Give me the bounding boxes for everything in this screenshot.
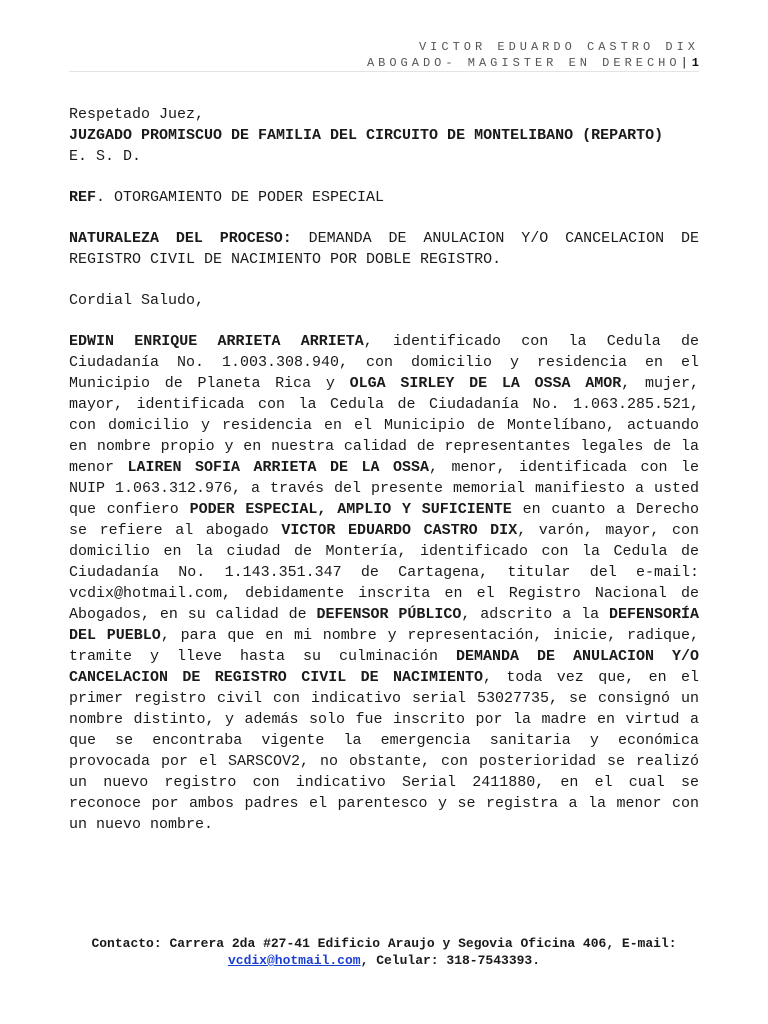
text-run: , adscrito a la [461,606,609,623]
bold-run: PODER ESPECIAL, AMPLIO Y SUFICIENTE [189,501,512,518]
bold-run: EDWIN ENRIQUE ARRIETA ARRIETA [69,333,364,350]
reference-label: REF [69,189,97,206]
process-nature [69,228,699,270]
footer-contact-suffix: , Celular: 318-7543393. [360,953,541,968]
process-nature-text: DEMANDA DE ANULACION Y/O CANCELACION DE REGISTRO CIVIL DE NACIMIENTO POR DOBLE REGISTRO. [69,230,699,268]
letterhead-separator: | [680,56,688,70]
letterhead [367,40,699,72]
footer-contact-prefix: Contacto: Carrera 2da #27-41 Edificio Araujo y Segovia Oficina 406, E-mail: [91,936,677,951]
text-run: , menor, identificada con le NUIP 1.063.312.976, a través del presente memorial manifiesto a usted que confiero [69,459,699,518]
salutation: Cordial Saludo, [69,292,205,309]
text-run: , toda vez que, en el primer registro civil con indicativo serial 53027735, se consignó un nombre distinto, y además solo fue inscrito por la madre en virtud a que se encontraba vigente la emergencia sanitaria y económica provocada por el SARSCOV2, no obstante, con posterioridad se realizó un nuevo registro con indicativo Serial 2411880, en el cual se reconoce por ambos padres el parentesco y se registra a la menor con un nuevo nombre. [69,669,699,833]
spacer [69,167,699,187]
bold-run: LAIREN SOFIA ARRIETA DE LA OSSA [127,459,429,476]
court-name [69,125,699,146]
bold-run: DEFENSORÍA DEL PUEBLO [69,606,699,644]
spacer [69,311,699,331]
spacer [69,208,699,228]
text-run: en cuanto a Derecho se refiere al abogado [69,501,699,539]
process-nature-label: NATURALEZA DEL PROCESO: [69,230,292,247]
spacer [69,270,699,290]
bold-run: OLGA SIRLEY DE LA OSSA AMOR [349,375,622,392]
bold-run: DEFENSOR PÚBLICO [316,606,462,623]
page-number: 1 [691,56,699,70]
text-run: , identificado con la Cedula de Ciudadanía No. 1.003.308.940, con domicilio y residencia en el Municipio de Planeta Rica y [69,333,700,392]
bold-run: DEMANDA DE ANULACION Y/O CANCELACION DE REGISTRO CIVIL DE NACIMIENTO [69,648,699,686]
letter-body [69,104,699,835]
footer-email-link[interactable]: vcdix@hotmail.com [227,953,361,968]
text-run: , varón, mayor, con domicilio en la ciudad de Montería, identificado con la Cedula de Ciudadanía No. 1.143.351.347 de Cartagena, titular del e-mail: vcdix@hotmail.com, debidamente inscrita en el Registro Nacional de Abogados, en su calidad de [69,522,699,623]
letterhead-title-line [367,56,699,72]
reference-line [69,187,699,208]
letterhead-name: VICTOR EDUARDO CASTRO DIX [418,40,699,54]
main-paragraph [69,331,699,835]
reference-text: . OTORGAMIENTO DE PODER ESPECIAL [96,189,385,206]
court-name-text: JUZGADO PROMISCUO DE FAMILIA DEL CIRCUITO DE MONTELIBANO (REPARTO) [69,127,664,144]
text-run: , para que en mi nombre y representación, inicie, radique, tramite y lleve hasta su culminación [69,627,699,665]
esd-line: E. S. D. [69,148,142,165]
greeting: Respetado Juez, [69,106,205,123]
text-run: , mujer, mayor, identificada con la Cedula de Ciudadanía No. 1.063.285.521, con domicilio y residencia en el Municipio de Montelíbano, actuando en nombre propio y en nuestra calidad de representantes legales de la menor [69,375,700,476]
footer-contact [69,935,699,969]
header-divider [69,71,699,72]
bold-run: VICTOR EDUARDO CASTRO DIX [281,522,518,539]
letterhead-title: ABOGADO- MAGISTER EN DERECHO [366,56,681,70]
